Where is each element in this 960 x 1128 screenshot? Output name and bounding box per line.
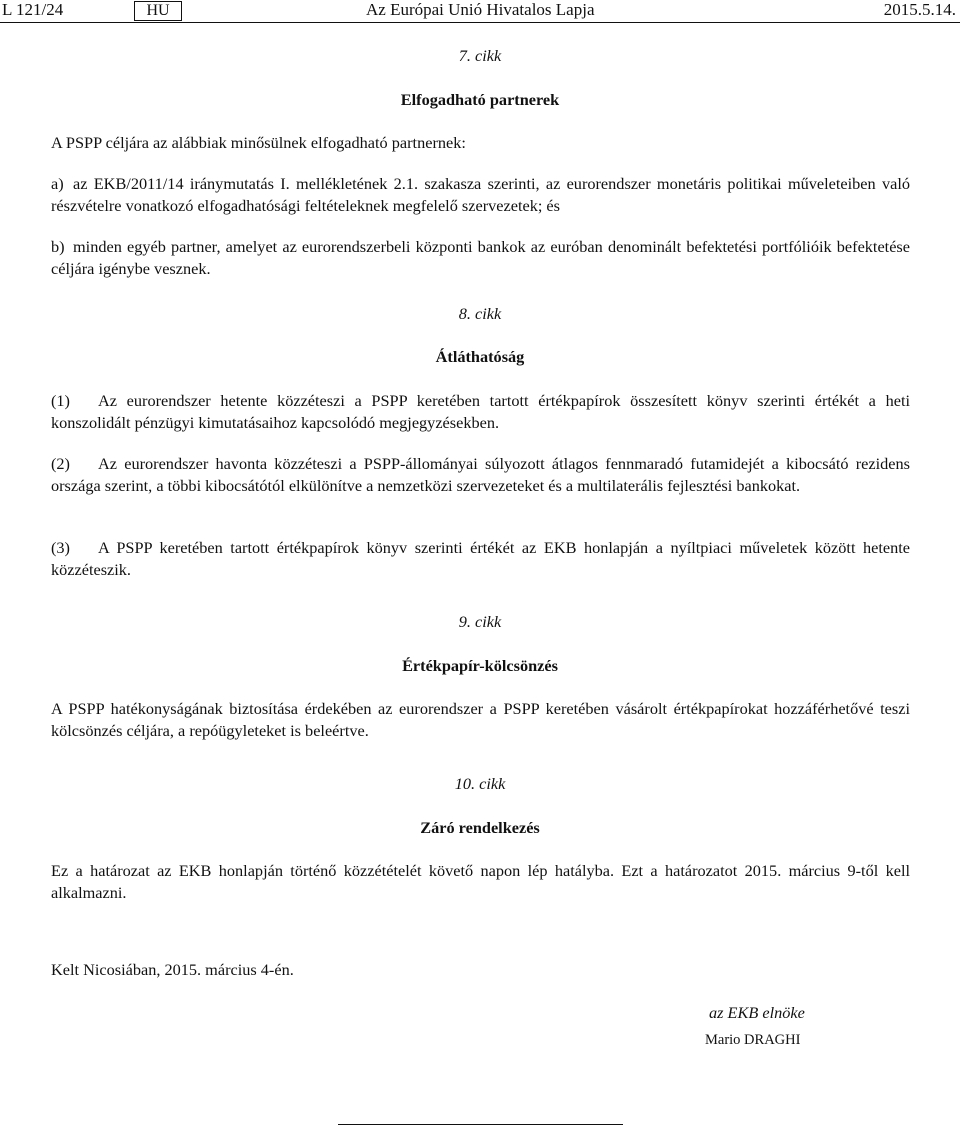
article-intro: A PSPP céljára az alábbiak minősülnek elfogadható partnernek: [51, 133, 466, 152]
paragraph-number: (3) [51, 538, 70, 557]
list-item-label: a) [51, 174, 64, 193]
publication-date: 2015.5.14. [883, 0, 956, 19]
paragraph-number: (2) [51, 454, 70, 473]
numbered-paragraph [51, 453, 910, 497]
list-item-text: az EKB/2011/14 iránymutatás I. mellékletének 2.1. szakasza szerinti, az eurorendszer monetáris politikai műveleteiben való részvételre vonatkozó elfogadhatósági feltételeknek megfelelő szervezetek; és [51, 174, 910, 215]
article-number: 8. cikk [458, 304, 502, 323]
paragraph-text: Az eurorendszer havonta közzéteszi a PSPP-állományai súlyozott átlagos fennmaradó futamidejét a kibocsátó rezidens országa szerint, a többi kibocsátótól elkülönítve a nemzetközi szervezeteket és a multilaterális fejlesztési bankokat. [51, 454, 910, 495]
article-text: A PSPP hatékonyságának biztosítása érdekében az eurorendszer a PSPP keretében vásárolt értékpapírokat hozzáférhetővé teszi kölcsönzés céljára, a repóügyleteket is beleértve. [51, 699, 910, 740]
numbered-paragraph [51, 390, 910, 434]
numbered-paragraph [51, 537, 910, 581]
paragraph-text: A PSPP keretében tartott értékpapírok könyv szerinti értékét az EKB honlapján a nyíltpiaci műveletek között hetente közzéteszik. [51, 538, 910, 579]
header-divider [0, 22, 960, 23]
article-text: Ez a határozat az EKB honlapján történő közzétételét követő napon lép hatályba. Ezt a határozatot 2015. március 9-től kell alkalmazni. [51, 861, 910, 902]
article-title: Átláthatóság [435, 347, 525, 366]
list-item [51, 173, 910, 217]
list-item [51, 236, 910, 280]
signatory-role: az EKB elnöke [709, 1003, 805, 1022]
article-number: 7. cikk [458, 46, 502, 65]
page-header [0, 0, 960, 22]
article-title: Értékpapír-kölcsönzés [402, 656, 558, 675]
list-item-label: b) [51, 237, 65, 256]
signatory-name: Mario DRAGHI [705, 1032, 801, 1048]
paragraph-number: (1) [51, 391, 70, 410]
article-number: 10. cikk [454, 774, 506, 793]
place-and-date: Kelt Nicosiában, 2015. március 4-én. [51, 960, 294, 979]
journal-title: Az Európai Unió Hivatalos Lapja [366, 0, 595, 19]
list-item-text: minden egyéb partner, amelyet az eurorendszerbeli központi bankok az euróban denominált befektetési portfólióik befektetése céljára igénybe vesznek. [51, 237, 910, 278]
footer-divider [338, 1124, 623, 1125]
article-title: Elfogadható partnerek [400, 90, 560, 109]
article-number: 9. cikk [458, 612, 502, 631]
page-reference: L 121/24 [2, 0, 64, 19]
language-badge: HU [134, 1, 182, 21]
article-title: Záró rendelkezés [420, 818, 540, 837]
paragraph-text: Az eurorendszer hetente közzéteszi a PSPP keretében tartott értékpapírok összesített könyv szerinti értékét a heti konszolidált pénzügyi kimutatásaihoz kapcsolódó megjegyzésekben. [51, 391, 910, 432]
